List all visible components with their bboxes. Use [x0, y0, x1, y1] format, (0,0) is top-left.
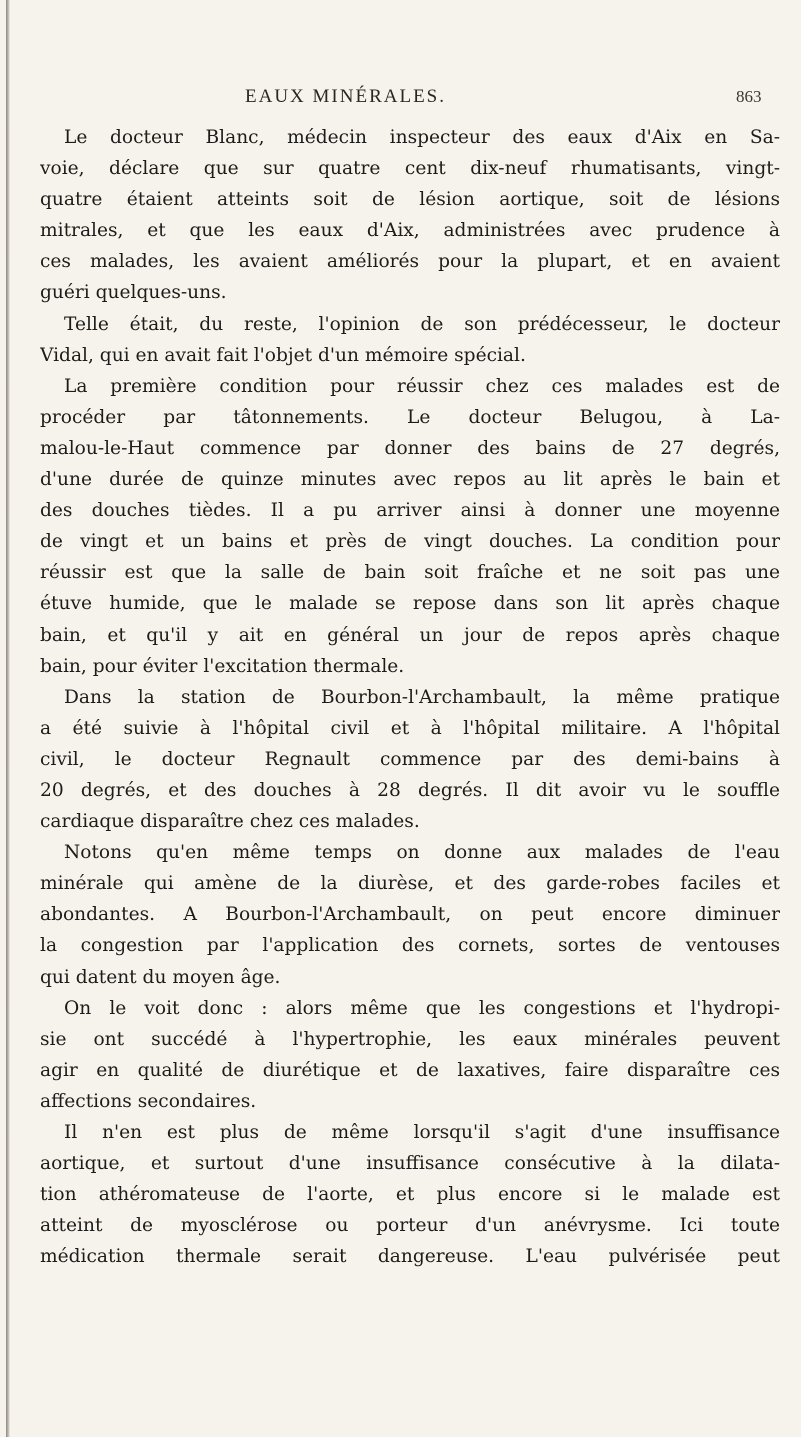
text-line: Telle était, du reste, l'opinion de son prédécesseur, le docteur: [64, 313, 780, 335]
text-line: procéder par tâtonnements. Le docteur Belugou, à La-: [40, 406, 780, 428]
text-line: médication thermale serait dangereuse. L'eau pulvérisée peut: [40, 1246, 780, 1268]
text-line: malou-le-Haut commence par donner des bains de 27 degrés,: [40, 437, 780, 459]
text-line: La première condition pour réussir chez ces malades est de: [64, 375, 780, 397]
body-text: [40, 122, 780, 1272]
text-line: qui datent du moyen âge.: [40, 966, 281, 988]
text-line: quatre étaient atteints soit de lésion aortique, soit de lésions: [40, 189, 780, 211]
page-binding-edge: [6, 0, 10, 1437]
text-line: Notons qu'en même temps on donne aux malades de l'eau: [64, 842, 780, 864]
text-line: tion athéromateuse de l'aorte, et plus encore si le malade est: [40, 1184, 780, 1206]
text-line: bain, pour éviter l'excitation thermale.: [40, 655, 405, 677]
text-line: mitrales, et que les eaux d'Aix, administrées avec prudence à: [40, 220, 780, 242]
page-header: [0, 86, 801, 116]
text-line: bain, et qu'il y ait en général un jour de repos après chaque: [40, 624, 780, 646]
text-line: sie ont succédé à l'hypertrophie, les eaux minérales peuvent: [40, 1028, 780, 1050]
text-line: abondantes. A Bourbon-l'Archambault, on peut encore diminuer: [40, 904, 780, 926]
text-line: minérale qui amène de la diurèse, et des garde-robes faciles et: [40, 873, 780, 895]
text-line: réussir est que la salle de bain soit fraîche et ne soit pas une: [40, 562, 780, 584]
text-line: Vidal, qui en avait fait l'objet d'un mémoire spécial.: [40, 344, 526, 366]
text-line: étuve humide, que le malade se repose dans son lit après chaque: [40, 593, 780, 615]
text-line: Dans la station de Bourbon-l'Archambault, la même pratique: [64, 686, 780, 708]
text-line: civil, le docteur Regnault commence par des demi-bains à: [40, 748, 780, 770]
text-line: voie, déclare que sur quatre cent dix-neuf rhumatisants, vingt-: [40, 158, 780, 180]
text-line: a été suivie à l'hôpital civil et à l'hôpital militaire. A l'hôpital: [40, 717, 780, 739]
text-line: des douches tièdes. Il a pu arriver ainsi à donner une moyenne: [40, 500, 780, 522]
text-line: On le voit donc : alors même que les congestions et l'hydropi-: [64, 997, 780, 1019]
text-line: atteint de myosclérose ou porteur d'un anévrysme. Ici toute: [40, 1215, 780, 1237]
running-title: EAUX MINÉRALES.: [245, 86, 446, 107]
text-line: guéri quelques-uns.: [40, 282, 227, 304]
text-line: aortique, et surtout d'une insuffisance consécutive à la dilata-: [40, 1153, 780, 1175]
text-line: de vingt et un bains et près de vingt douches. La condition pour: [40, 531, 780, 553]
text-line: Le docteur Blanc, médecin inspecteur des eaux d'Aix en Sa-: [64, 127, 780, 148]
text-line: agir en qualité de diurétique et de laxatives, faire disparaître ces: [40, 1059, 780, 1081]
text-line: ces malades, les avaient améliorés pour la plupart, et en avaient: [40, 251, 780, 273]
text-line: Il n'en est plus de même lorsqu'il s'agit d'une insuffisance: [64, 1122, 780, 1143]
text-line: cardiaque disparaître chez ces malades.: [40, 811, 420, 833]
text-line: d'une durée de quinze minutes avec repos au lit après le bain et: [40, 469, 780, 491]
text-line: la congestion par l'application des cornets, sortes de ventouses: [40, 935, 780, 957]
text-line: 20 degrés, et des douches à 28 degrés. Il dit avoir vu le souffle: [40, 779, 780, 801]
text-line: affections secondaires.: [40, 1090, 257, 1112]
page-number: 863: [736, 87, 762, 106]
